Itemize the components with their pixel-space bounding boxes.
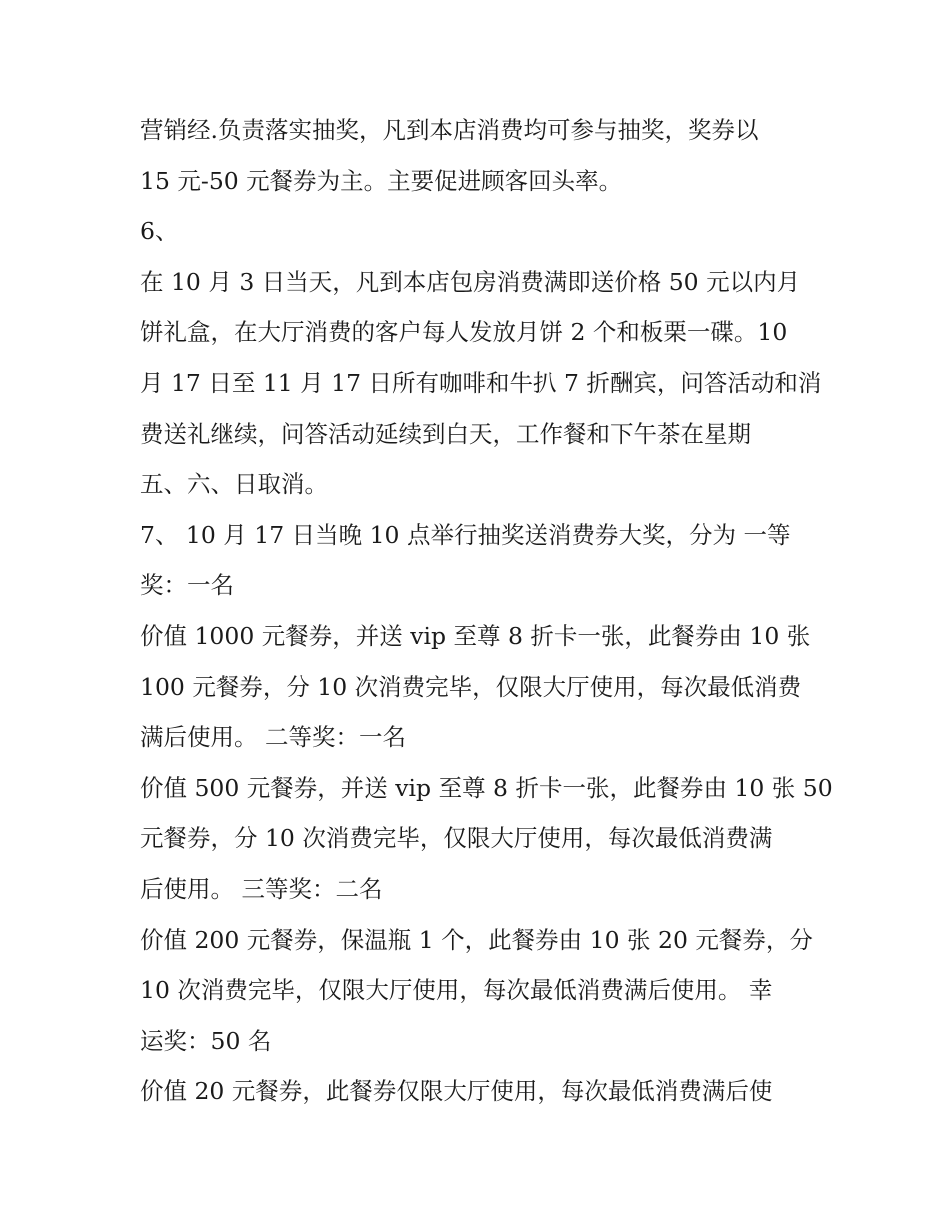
text-line: 7、 10 月 17 日当晚 10 点举行抽奖送消费券大奖，分为 一等 xyxy=(140,520,791,549)
text-line: 饼礼盒，在大厅消费的客户每人发放月饼 2 个和板栗一碟。10 xyxy=(140,318,788,347)
text-line: 在 10 月 3 日当天，凡到本店包房消费满即送价格 50 元以内月 xyxy=(140,267,801,296)
text-line: 费送礼继续，问答活动延续到白天，工作餐和下午茶在星期 xyxy=(140,419,751,448)
document-body xyxy=(140,105,833,1117)
text-line: 月 17 日至 11 月 17 日所有咖啡和牛扒 7 折酬宾，问答活动和消 xyxy=(140,368,822,397)
text-line: 价值 200 元餐券，保温瓶 1 个，此餐券由 10 张 20 元餐券，分 xyxy=(140,925,813,954)
text-line: 价值 500 元餐券，并送 vip 至尊 8 折卡一张，此餐券由 10 张 50 xyxy=(140,773,833,802)
text-line: 10 次消费完毕，仅限大厅使用，每次最低消费满后使用。 幸 xyxy=(140,976,773,1005)
text-line: 奖：一名 xyxy=(140,571,234,600)
text-line: 五、六、日取消。 xyxy=(140,470,328,499)
text-line: 100 元餐券，分 10 次消费完毕，仅限大厅使用，每次最低消费 xyxy=(140,672,802,701)
text-line: 满后使用。 二等奖：一名 xyxy=(140,723,406,752)
text-line: 价值 20 元餐券，此餐券仅限大厅使用，每次最低消费满后使 xyxy=(140,1077,773,1106)
text-line: 价值 1000 元餐券，并送 vip 至尊 8 折卡一张，此餐券由 10 张 xyxy=(140,621,811,650)
text-line: 后使用。 三等奖：二名 xyxy=(140,874,383,903)
section-number: 6、 xyxy=(140,217,179,246)
text-line: 元餐券，分 10 次消费完毕，仅限大厅使用，每次最低消费满 xyxy=(140,824,773,853)
text-line: 运奖：50 名 xyxy=(140,1026,272,1055)
text-line: 营销经.负责落实抽奖，凡到本店消费均可参与抽奖，奖券以 xyxy=(140,116,759,144)
text-line: 15 元-50 元餐券为主。主要促进顾客回头率。 xyxy=(140,166,623,195)
